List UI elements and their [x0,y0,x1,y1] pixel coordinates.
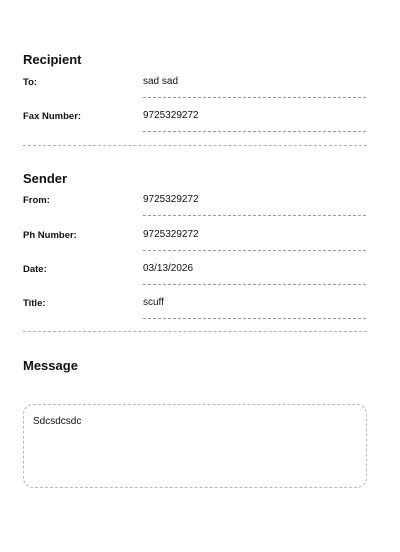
fax-number-label: Fax Number: [23,111,82,122]
date-field[interactable]: 03/13/2026 [143,263,366,285]
message-section-title: Message [23,358,78,373]
phone-number-field[interactable]: 9725329272 [143,229,366,251]
recipient-section-title: Recipient [23,52,82,67]
sender-section-title: Sender [23,171,68,186]
date-label: Date: [23,264,47,275]
from-label: From: [23,195,50,206]
title-field[interactable]: scuff [143,297,366,319]
section-divider [23,331,367,332]
phone-number-label: Ph Number: [23,230,77,241]
to-label: To: [23,77,38,88]
section-divider [23,145,367,146]
message-textarea[interactable]: Sdcsdcsdc [23,404,367,488]
title-label: Title: [23,298,46,309]
to-field[interactable]: sad sad [143,76,366,98]
from-field[interactable]: 9725329272 [143,194,366,216]
fax-number-field[interactable]: 9725329272 [143,110,366,132]
